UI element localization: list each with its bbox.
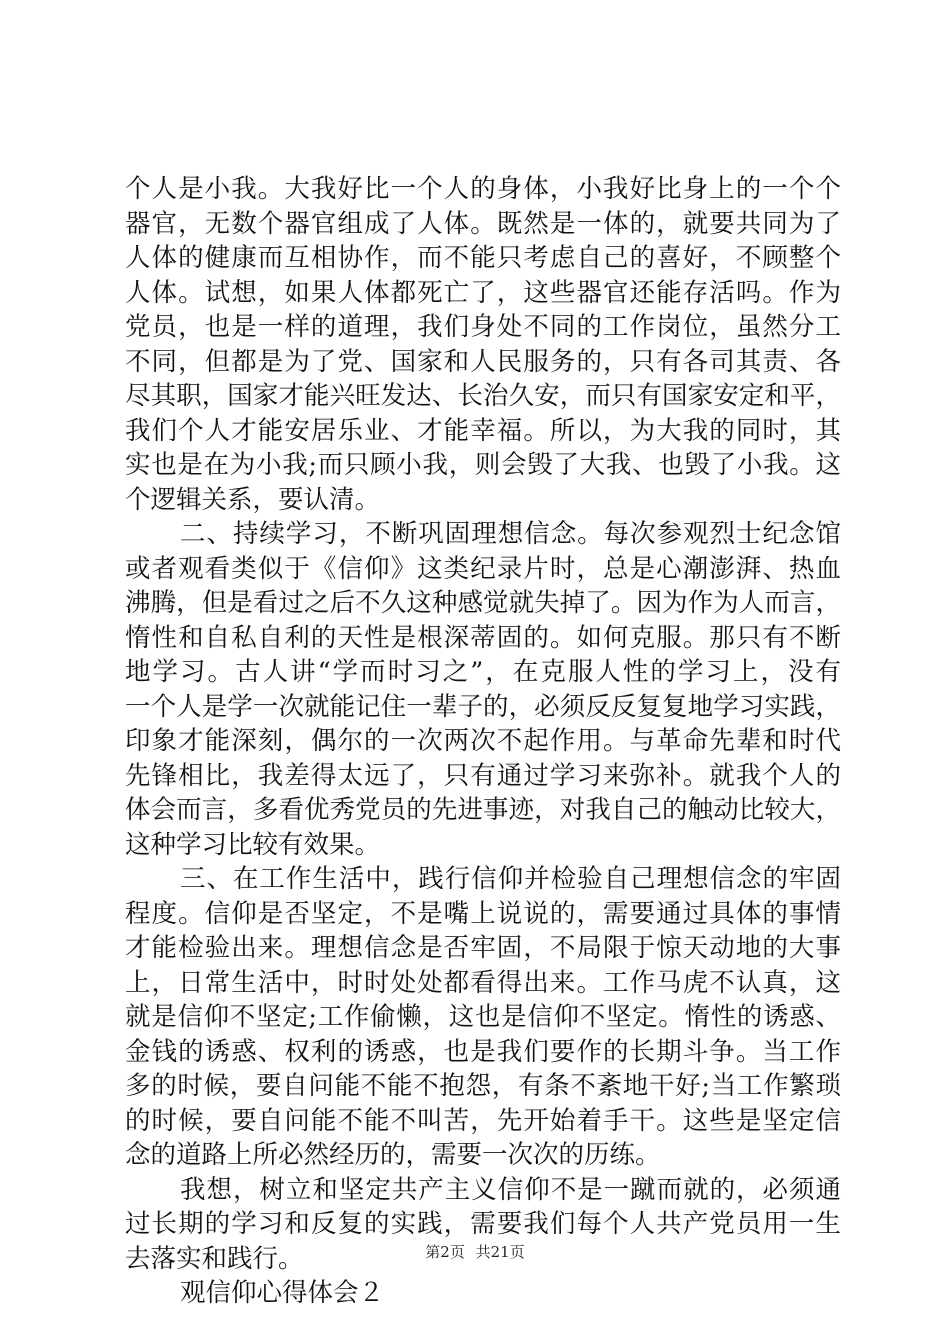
text-line: 多的时候，要自问能不能不抱怨，有条不紊地干好;当工作繁琐 (125, 1071, 841, 1101)
paragraph-heading-line: 二、持续学习，不断巩固理想信念。每次参观烈士纪念馆 (180, 519, 841, 549)
page-total: 共21页 (475, 1243, 525, 1261)
text-line: 的时候，要自问能不能不叫苦，先开始着手干。这些是坚定信 (125, 1105, 841, 1136)
text-line: 个逻辑关系，要认清。 (125, 484, 381, 515)
text-line: 党员，也是一样的道理，我们身处不同的工作岗位，虽然分工 (125, 312, 841, 342)
text-line: 沸腾，但是看过之后不久这种感觉就失掉了。因为作为人而言， (125, 588, 841, 618)
text-line: 器官，无数个器官组成了人体。既然是一体的，就要共同为了 (125, 208, 841, 239)
text-line: 不同，但都是为了党、国家和人民服务的，只有各司其责、各 (125, 346, 841, 377)
text-line: 先锋相比，我差得太远了，只有通过学习来弥补。就我个人的 (125, 760, 841, 791)
paragraph-heading-line: 三、在工作生活中，践行信仰并检验自己理想信念的牢固 (180, 864, 841, 894)
text-line: 地学习。古人讲“学而时习之”，在克服人性的学习上，没有 (125, 657, 841, 687)
text-line: 程度。信仰是否坚定，不是嘴上说说的，需要通过具体的事情 (125, 898, 841, 929)
text-line: 体会而言，多看优秀党员的先进事迹，对我自己的触动比较大， (125, 795, 841, 825)
text-line: 念的道路上所必然经历的，需要一次次的历练。 (125, 1140, 661, 1170)
text-line: 一个人是学一次就能记住一辈子的，必须反反复复地学习实践， (125, 691, 841, 722)
text-line: 尽其职，国家才能兴旺发达、长治久安，而只有国家安定和平， (125, 381, 841, 411)
section-title: 观信仰心得体会２ (180, 1278, 385, 1308)
text-line: 人体。试想，如果人体都死亡了，这些器官还能存活吗。作为 (125, 277, 841, 308)
text-line: 上，日常生活中，时时处处都看得出来。工作马虎不认真，这 (125, 967, 841, 998)
paragraph-start-line: 我想，树立和坚定共产主义信仰不是一蹴而就的，必须通 (180, 1174, 841, 1205)
text-line: 印象才能深刻，偶尔的一次两次不起作用。与革命先辈和时代 (125, 726, 841, 756)
page-footer (0, 1242, 950, 1262)
document-body (125, 172, 841, 1311)
text-line: 去落实和践行。 (125, 1243, 304, 1274)
text-line: 个人是小我。大我好比一个人的身体，小我好比身上的一个个 (125, 174, 841, 204)
text-line: 人体的健康而互相协作，而不能只考虑自己的喜好，不顾整个 (125, 243, 841, 273)
text-line: 或者观看类似于《信仰》这类纪录片时，总是心潮澎湃、热血 (125, 553, 841, 584)
page-number: 第2页 (425, 1243, 465, 1261)
text-line: 就是信仰不坚定;工作偷懒，这也是信仰不坚定。惰性的诱惑、 (125, 1002, 841, 1032)
text-line: 惰性和自私自利的天性是根深蒂固的。如何克服。那只有不断 (125, 622, 841, 653)
text-line: 这种学习比较有效果。 (125, 829, 381, 860)
text-line: 才能检验出来。理想信念是否牢固，不局限于惊天动地的大事 (125, 933, 841, 963)
text-line: 我们个人才能安居乐业、才能幸福。所以，为大我的同时，其 (125, 415, 841, 446)
text-line: 实也是在为小我;而只顾小我，则会毁了大我、也毁了小我。这 (125, 450, 841, 480)
text-line: 过长期的学习和反复的实践，需要我们每个人共产党员用一生 (125, 1209, 841, 1239)
text-line: 金钱的诱惑、权利的诱惑，也是我们要作的长期斗争。当工作 (125, 1036, 841, 1067)
